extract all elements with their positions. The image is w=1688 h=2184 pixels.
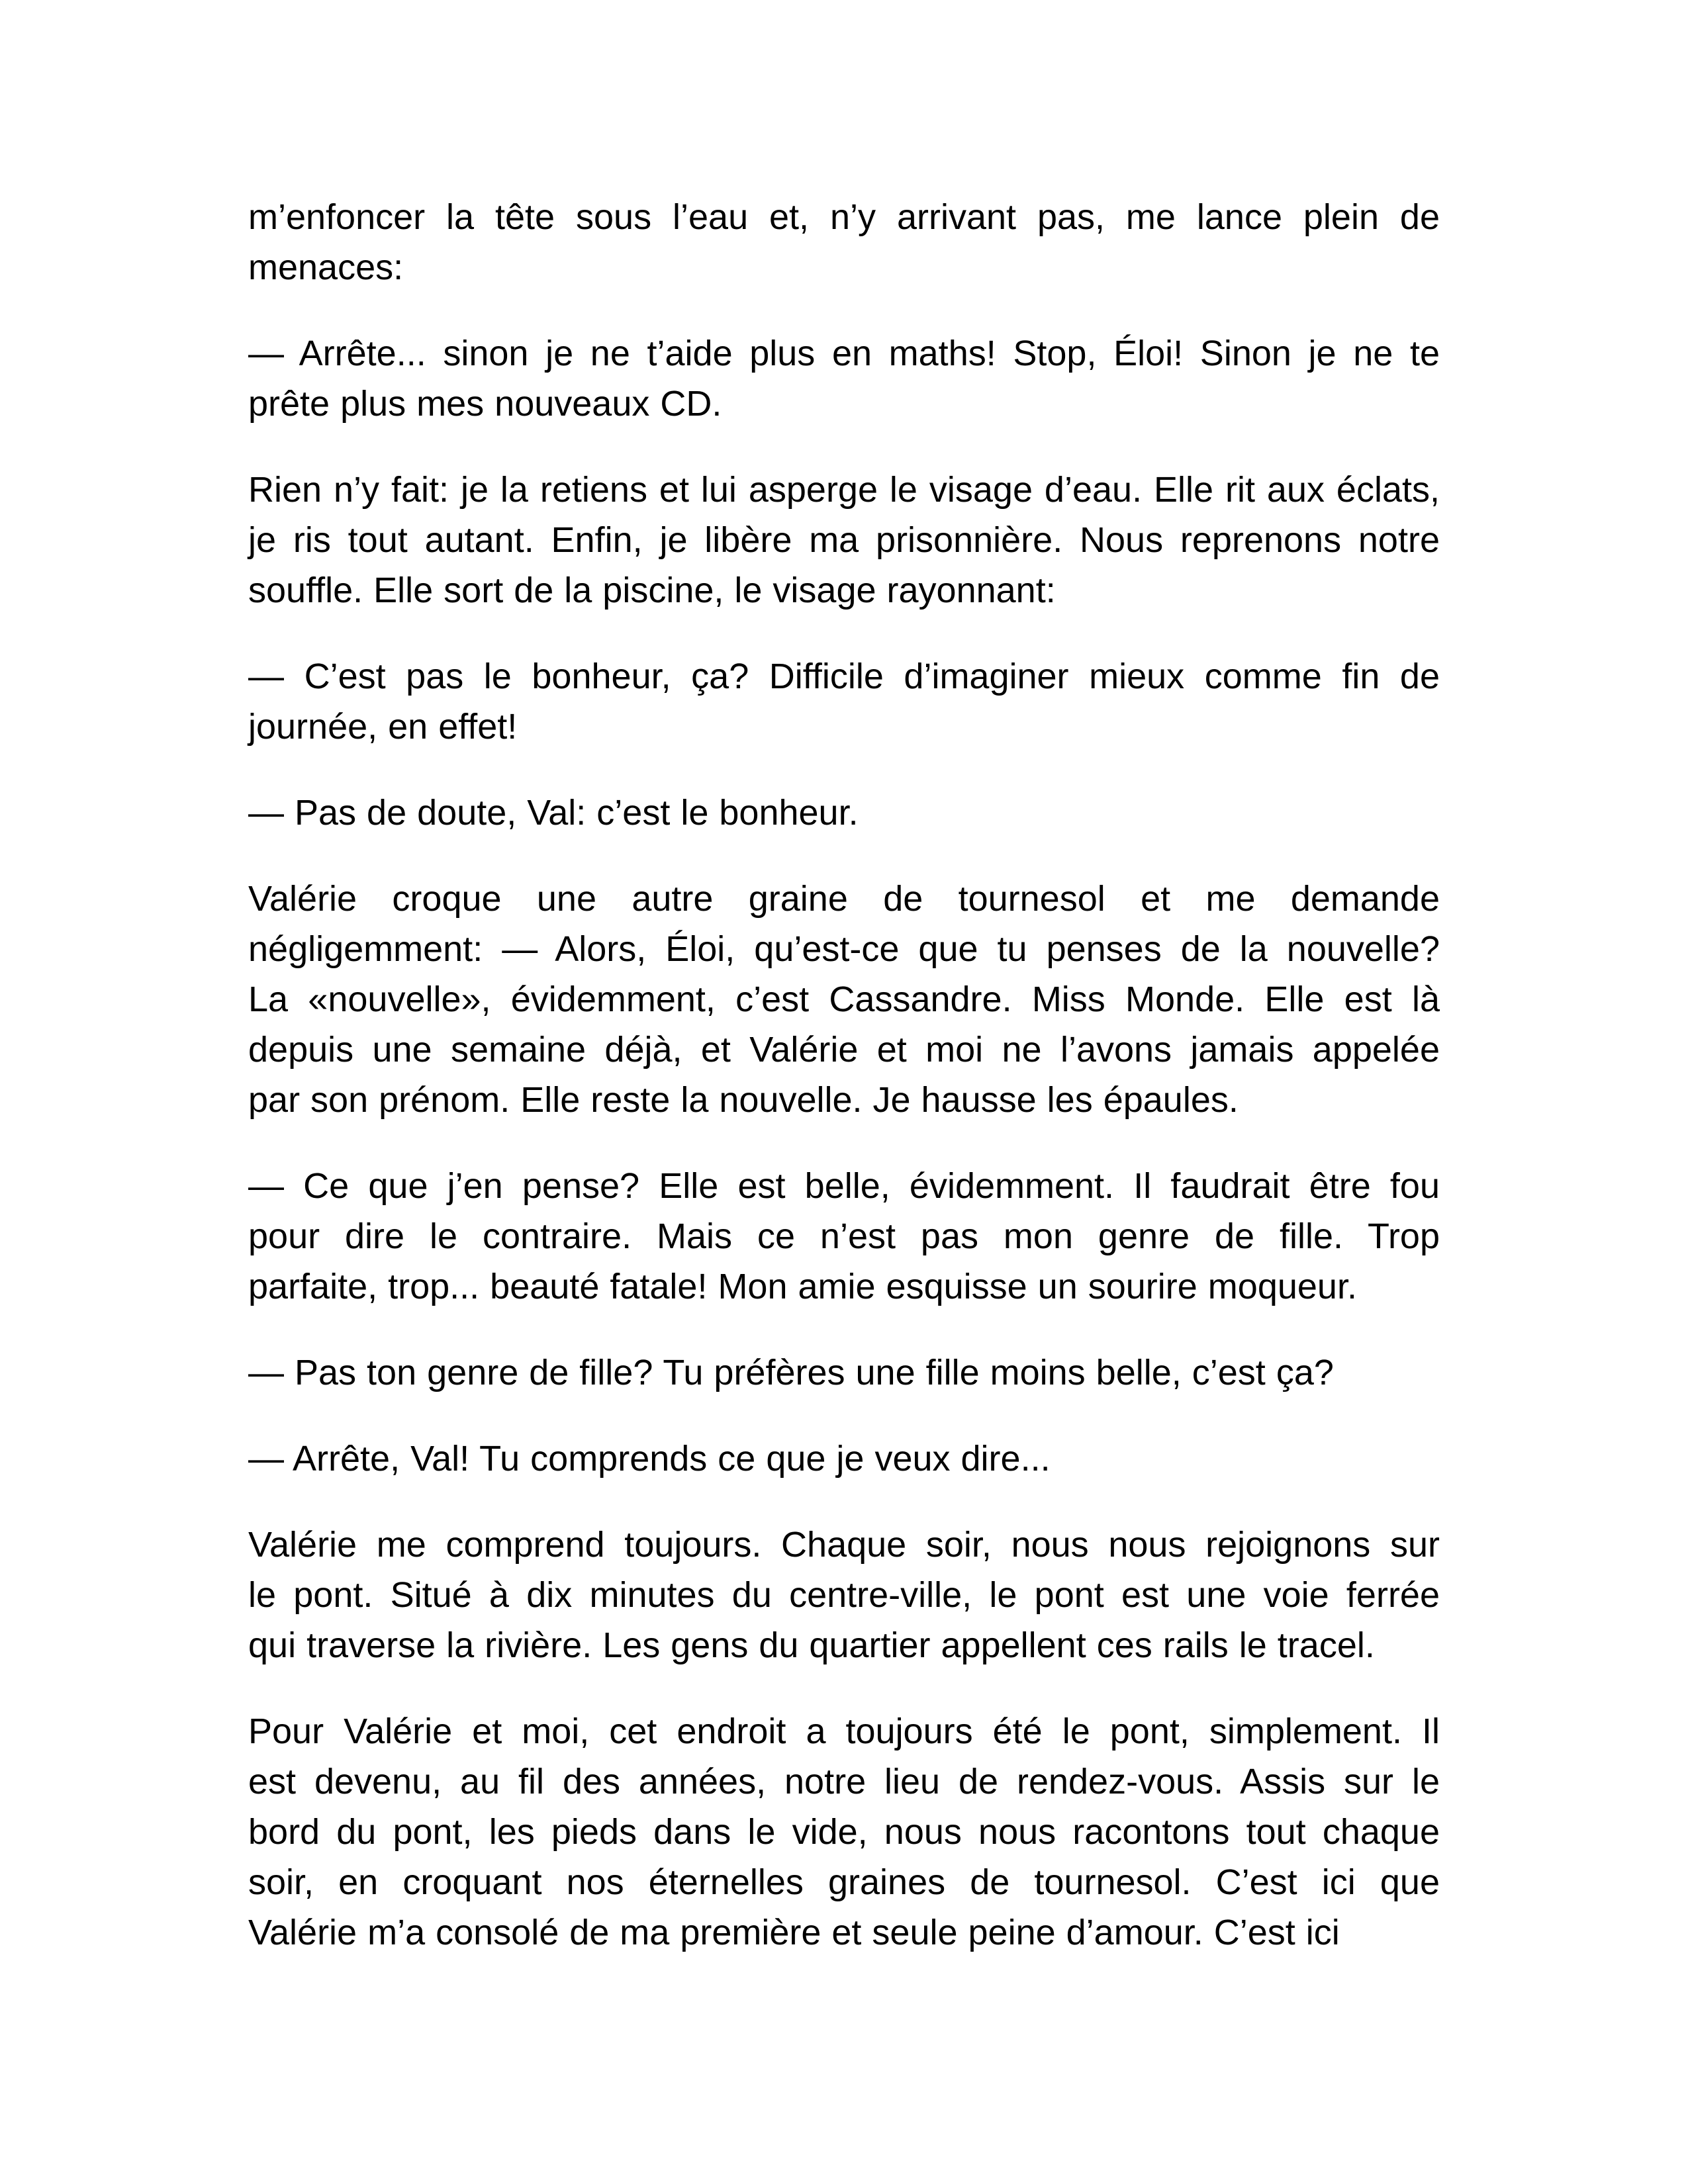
- text-line: Pour Valérie et moi, cet endroit a toujours été le pont, simplement. Il: [248, 1711, 1440, 1751]
- text-line: pour dire le contraire. Mais ce n’est pas mon genre de fille. Trop: [248, 1216, 1440, 1256]
- paragraph: [248, 1706, 1440, 1958]
- text-line: Valérie me comprend toujours. Chaque soir, nous nous rejoignons sur: [248, 1525, 1440, 1565]
- paragraph: [248, 1433, 1440, 1484]
- paragraph: [248, 465, 1440, 615]
- text-block: [248, 192, 1440, 1958]
- text-line: par son prénom. Elle reste la nouvelle. Je hausse les épaules.: [248, 1080, 1239, 1120]
- paragraph: [248, 1161, 1440, 1312]
- text-line: bord du pont, les pieds dans le vide, nous nous racontons tout chaque: [248, 1812, 1440, 1852]
- text-line: négligemment: — Alors, Éloi, qu’est-ce que tu penses de la nouvelle?: [248, 929, 1440, 969]
- paragraph: [248, 788, 1440, 838]
- text-line: — Arrête, Val! Tu comprends ce que je veux dire...: [248, 1439, 1051, 1479]
- text-line: — Ce que j’en pense? Elle est belle, évidemment. Il faudrait être fou: [248, 1166, 1440, 1206]
- text-line: — C’est pas le bonheur, ça? Difficile d’imaginer mieux comme fin de: [248, 657, 1440, 696]
- text-line: qui traverse la rivière. Les gens du quartier appellent ces rails le tracel.: [248, 1625, 1375, 1665]
- text-line: est devenu, au fil des années, notre lieu de rendez-vous. Assis sur le: [248, 1762, 1440, 1801]
- paragraph: [248, 651, 1440, 752]
- text-line: journée, en effet!: [248, 707, 518, 747]
- paragraph: [248, 328, 1440, 429]
- text-line: prête plus mes nouveaux CD.: [248, 384, 722, 424]
- text-line: Rien n’y fait: je la retiens et lui asperge le visage d’eau. Elle rit aux éclats,: [248, 470, 1440, 510]
- text-line: — Pas de doute, Val: c’est le bonheur.: [248, 793, 859, 833]
- text-line: soir, en croquant nos éternelles graines de tournesol. C’est ici que: [248, 1862, 1440, 1902]
- text-line: parfaite, trop... beauté fatale! Mon amie esquisse un sourire moqueur.: [248, 1267, 1357, 1306]
- text-line: Valérie croque une autre graine de tournesol et me demande: [248, 879, 1440, 919]
- paragraph: [248, 192, 1440, 293]
- paragraph: [248, 1347, 1440, 1398]
- text-line: je ris tout autant. Enfin, je libère ma prisonnière. Nous reprenons notre: [248, 520, 1440, 560]
- text-line: — Pas ton genre de fille? Tu préfères une fille moins belle, c’est ça?: [248, 1353, 1334, 1392]
- text-line: souffle. Elle sort de la piscine, le visage rayonnant:: [248, 570, 1056, 610]
- paragraph: [248, 1520, 1440, 1670]
- text-line: m’enfoncer la tête sous l’eau et, n’y arrivant pas, me lance plein de: [248, 197, 1440, 237]
- text-line: — Arrête... sinon je ne t’aide plus en maths! Stop, Éloi! Sinon je ne te: [248, 334, 1440, 373]
- text-line: depuis une semaine déjà, et Valérie et moi ne l’avons jamais appelée: [248, 1030, 1440, 1069]
- text-line: La «nouvelle», évidemment, c’est Cassandre. Miss Monde. Elle est là: [248, 979, 1440, 1019]
- text-line: Valérie m’a consolé de ma première et seule peine d’amour. C’est ici: [248, 1913, 1340, 1952]
- paragraph: [248, 874, 1440, 1125]
- text-line: le pont. Situé à dix minutes du centre-ville, le pont est une voie ferrée: [248, 1575, 1440, 1615]
- text-line: menaces:: [248, 248, 404, 287]
